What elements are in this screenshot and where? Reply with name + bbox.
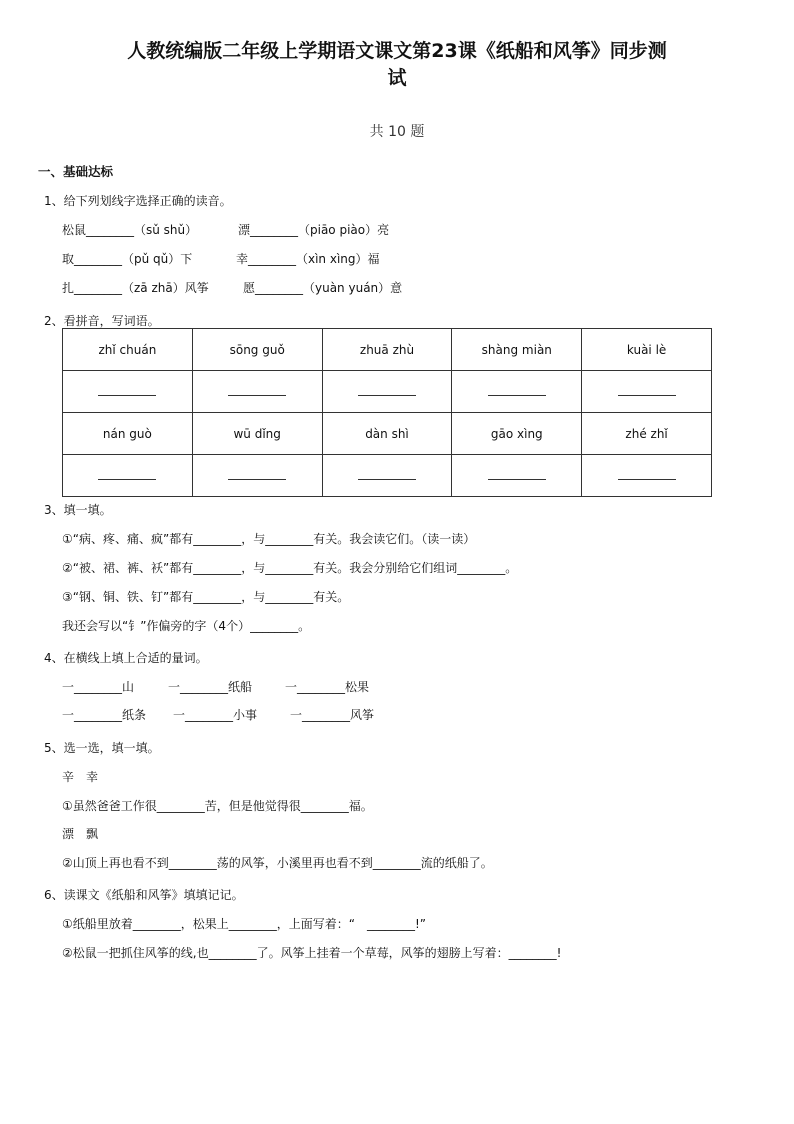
answer-cell[interactable] xyxy=(582,371,712,413)
answer-blank xyxy=(358,385,416,396)
q5-choice-pair: 漂 飘 xyxy=(62,827,99,841)
section-heading: 一、基础达标 xyxy=(38,164,114,179)
pinyin-row xyxy=(63,413,712,455)
answer-blank xyxy=(358,469,416,480)
q4-item: 一________风筝 xyxy=(290,708,375,722)
q4-item: 一________松果 xyxy=(285,680,370,694)
pinyin-cell: shàng miàn xyxy=(452,329,582,371)
q1-item: 愿________（yuàn yuán）意 xyxy=(243,281,403,295)
answer-cell[interactable] xyxy=(192,455,322,497)
answer-row xyxy=(63,455,712,497)
pinyin-table xyxy=(62,328,712,497)
q6-line: ②松鼠一把抓住风筝的线,也________了。风筝上挂着一个草莓，风筝的翅膀上写着：________! xyxy=(62,946,562,960)
pinyin-cell: zhé zhǐ xyxy=(582,413,712,455)
pinyin-cell: sōng guǒ xyxy=(192,329,322,371)
q3-prompt: 3、填一填。 xyxy=(44,503,112,517)
answer-blank xyxy=(228,469,286,480)
pinyin-cell: dàn shì xyxy=(322,413,452,455)
q6-line: ①纸船里放着________，松果上________，上面写着：“ ________!” xyxy=(62,917,427,931)
q1-item: 取________（pǔ qǔ）下 xyxy=(62,252,193,266)
answer-cell[interactable] xyxy=(63,371,193,413)
q4-item: 一________山 xyxy=(62,680,135,694)
answer-cell[interactable] xyxy=(322,371,452,413)
pinyin-cell: kuài lè xyxy=(582,329,712,371)
answer-cell[interactable] xyxy=(582,455,712,497)
pinyin-row xyxy=(63,329,712,371)
q3-line: ①“病、疼、痛、疯”都有________，与________有关。我会读它们。（读一读） xyxy=(62,532,476,546)
answer-blank xyxy=(618,385,676,396)
answer-blank xyxy=(98,469,156,480)
q4-prompt: 4、在横线上填上合适的量词。 xyxy=(44,651,208,665)
answer-cell[interactable] xyxy=(192,371,322,413)
pinyin-cell: wū dǐng xyxy=(192,413,322,455)
q3-line: ③“钢、铜、铁、钉”都有________，与________有关。 xyxy=(62,590,350,604)
q1-item: 漂________（piāo piào）亮 xyxy=(238,223,390,237)
answer-row xyxy=(63,371,712,413)
answer-blank xyxy=(228,385,286,396)
title-line-2: 试 xyxy=(387,67,407,89)
q1-item: 幸________（xìn xìng）福 xyxy=(236,252,380,266)
answer-blank xyxy=(488,385,546,396)
document-title xyxy=(90,38,704,92)
answer-cell[interactable] xyxy=(452,455,582,497)
q3-line: ②“被、裙、裤、袄”都有________，与________有关。我会分别给它们组词________。 xyxy=(62,561,518,575)
pinyin-cell: gāo xìng xyxy=(452,413,582,455)
q4-item: 一________纸船 xyxy=(168,680,253,694)
pinyin-cell: nán guò xyxy=(63,413,193,455)
title-line-1: 人教统编版二年级上学期语文课文第23课《纸船和风筝》同步测 xyxy=(127,40,667,62)
q2-prompt: 2、看拼音，写词语。 xyxy=(44,314,160,328)
answer-blank xyxy=(618,469,676,480)
q5-line: ①虽然爸爸工作很________苦，但是他觉得很________福。 xyxy=(62,799,373,813)
answer-cell[interactable] xyxy=(452,371,582,413)
q1-prompt: 1、给下列划线字选择正确的读音。 xyxy=(44,194,232,208)
question-count: 共 10 题 xyxy=(369,124,425,140)
answer-blank xyxy=(98,385,156,396)
q1-item: 扎________（zā zhā）风筝 xyxy=(62,281,209,295)
q5-prompt: 5、选一选，填一填。 xyxy=(44,741,160,755)
q6-prompt: 6、读课文《纸船和风筝》填填记记。 xyxy=(44,888,244,902)
pinyin-cell: zhuā zhù xyxy=(322,329,452,371)
q5-choice-pair: 辛 幸 xyxy=(62,770,99,784)
answer-cell[interactable] xyxy=(322,455,452,497)
q3-line: 我还会写以“钅”作偏旁的字（4个）________。 xyxy=(62,619,311,633)
q1-item: 松鼠________（sǔ shǔ） xyxy=(62,223,198,237)
answer-cell[interactable] xyxy=(63,455,193,497)
pinyin-cell: zhǐ chuán xyxy=(63,329,193,371)
q4-item: 一________纸条 xyxy=(62,708,147,722)
answer-blank xyxy=(488,469,546,480)
q4-item: 一________小事 xyxy=(173,708,258,722)
q5-line: ②山顶上再也看不到________荡的风筝，小溪里再也看不到________流的纸船了。 xyxy=(62,856,493,870)
